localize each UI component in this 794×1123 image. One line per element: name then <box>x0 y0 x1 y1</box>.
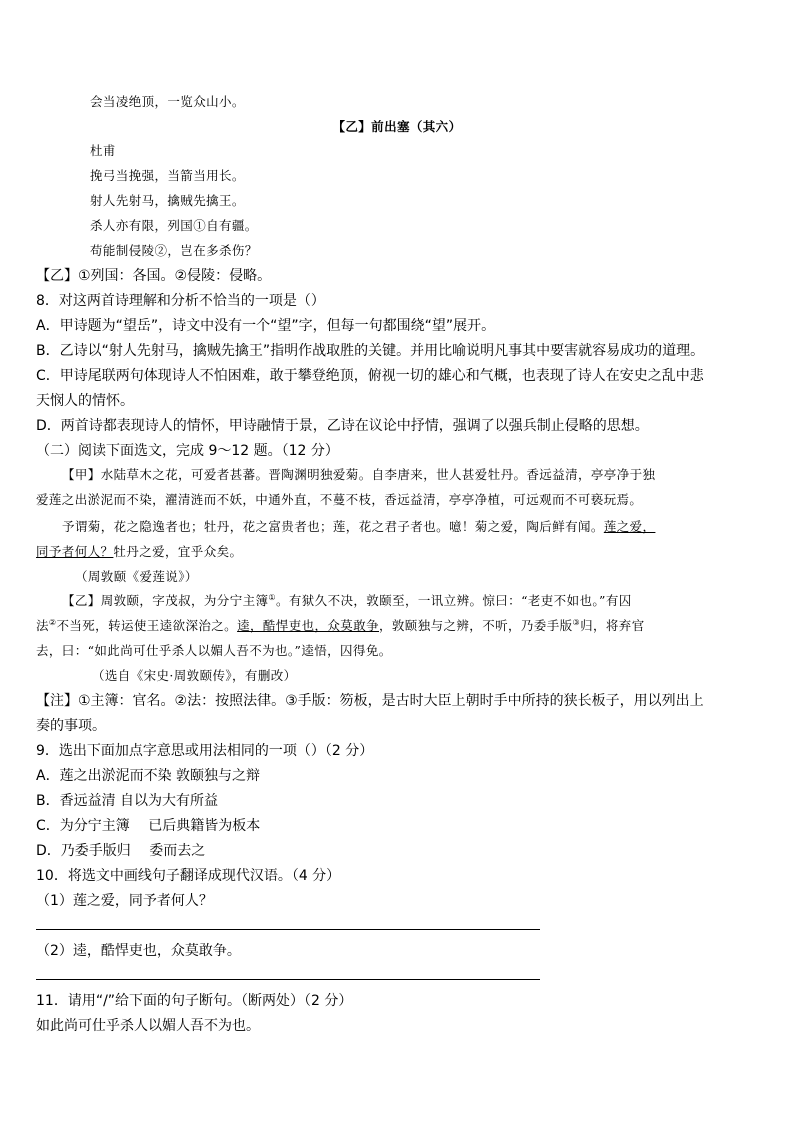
question-8-option-c-cont: 天悯人的情怀。 <box>36 393 134 409</box>
underlined-sentence: 莲之爱， <box>603 519 656 534</box>
question-9-stem: 9．选出下面加点字意思或用法相同的一项（）（2 分） <box>36 743 374 759</box>
answer-line[interactable] <box>36 929 540 930</box>
underlined-sentence: 同予者何人？ <box>36 544 114 559</box>
poem-line: 杀人亦有限，列国①自有疆。 <box>90 218 258 233</box>
footnote-mark: ① <box>268 592 276 602</box>
poem-note: 【乙】①列国：各国。②侵陵：侵略。 <box>36 268 272 284</box>
passage-yi-line: 去，曰：“如此尚可仕乎杀人以媚人吾不为也。”逵悟，囚得免。 <box>36 643 392 658</box>
poem-line: 苟能制侵陵②，岂在多杀伤？ <box>90 243 258 258</box>
poem-line: 挽弓当挽强，当箭当用长。 <box>90 168 245 183</box>
passage-text: 牡丹之爱，宜乎众矣。 <box>113 544 243 559</box>
question-8-option-c: C．甲诗尾联两句体现诗人不怕困难，敢于攀登绝顶，俯视一切的雄心和气概，也表现了诗人在安史之乱中悲 <box>36 368 704 384</box>
footnote-mark: ③ <box>572 617 581 627</box>
passage-text: 归，将弃官 <box>580 618 645 633</box>
passage-yi-line <box>62 591 632 609</box>
passage-jia-line: 爱莲之出淤泥而不染，濯清涟而不妖，中通外直，不蔓不枝，香远益清，亭亭净植，可远观而不可亵玩焉。 <box>36 492 643 507</box>
passage-jia-line <box>62 517 655 535</box>
question-9-option-b: B．香远益清 自以为大有所益 <box>36 793 219 809</box>
poem-author: 杜甫 <box>90 143 116 158</box>
passage-text: 不当死，转运使王逵欲深治之。 <box>56 618 238 633</box>
answer-line[interactable] <box>36 979 540 980</box>
footnote-mark: ② <box>48 617 57 627</box>
question-11-sentence: 如此尚可仕乎杀人以媚人吾不为也。 <box>36 1018 260 1034</box>
passage-source: （选自《宋史·周敦颐传》，有删改） <box>92 668 297 683</box>
poem-line: 会当凌绝顶，一览众山小。 <box>90 94 245 109</box>
question-9-option-d: D．乃委手版归 委而去之 <box>36 843 206 859</box>
passage-text: 【乙】周敦颐，字茂叔，为分宁主簿 <box>62 593 269 608</box>
question-11-stem: 11．请用“/”给下面的句子断句。（断两处）（2 分） <box>36 993 353 1009</box>
question-10-item-1: （1）莲之爱，同予者何人？ <box>36 893 213 909</box>
passage-text: 。有狱久不决，敦颐至，一讯立辨。惊曰：“老吏不如也。”有囚 <box>275 593 632 608</box>
question-8-stem: 8．对这两首诗理解和分析不恰当的一项是（） <box>36 293 325 309</box>
question-9-option-a: A．莲之出淤泥而不染 敦颐独与之辩 <box>36 768 261 784</box>
passage-text: 予谓菊，花之隐逸者也；牡丹，花之富贵者也；莲，花之君子者也。噫！菊之爱，陶后鲜有闻。 <box>62 519 604 534</box>
annotation-note: 【注】①主簿：官名。②法：按照法律。③手版：笏板，是古时大臣上朝时手中所持的狭长板子，用以列出上 <box>36 693 704 709</box>
passage-source: （周敦颐《爱莲说》） <box>75 569 198 584</box>
question-8-option-b: B．乙诗以“射人先射马，擒贼先擒王”指明作战取胜的关键。并用比喻说明凡事其中要害就容易成功的道理。 <box>36 343 705 359</box>
question-8-option-d: D．两首诗都表现诗人的情怀，甲诗融情于景，乙诗在议论中抒情，强调了以强兵制止侵略的思想。 <box>36 418 649 434</box>
question-8-option-a: A．甲诗题为“望岳”，诗文中没有一个“望”字，但每一句都围绕“望”展开。 <box>36 318 496 334</box>
question-9-option-c: C．为分宁主簿 已后典籍皆为板本 <box>36 818 261 834</box>
underlined-sentence: 逵，酷悍吏也，众莫敢争 <box>237 618 379 633</box>
passage-yi-line <box>36 616 645 634</box>
passage-jia-line <box>36 542 242 560</box>
passage-jia-line: 【甲】水陆草木之花，可爱者甚蕃。晋陶渊明独爱菊。自李唐来，世人甚爱牡丹。香远益清，亭亭净于独 <box>62 467 656 482</box>
section-heading: （二）阅读下面选文，完成 9～12 题。（12 分） <box>36 443 339 459</box>
question-10-item-2: （2）逵，酷悍吏也，众莫敢争。 <box>36 943 241 959</box>
poem-line: 射人先射马，擒贼先擒王。 <box>90 193 245 208</box>
annotation-note-cont: 奏的事项。 <box>36 718 106 734</box>
question-10-stem: 10．将选文中画线句子翻译成现代汉语。（4 分） <box>36 868 341 884</box>
passage-text: ，敦颐独与之辨，不听，乃委手版 <box>379 618 573 633</box>
poem-title: 【乙】前出塞（其六） <box>332 119 462 134</box>
passage-text: 法 <box>36 618 49 633</box>
